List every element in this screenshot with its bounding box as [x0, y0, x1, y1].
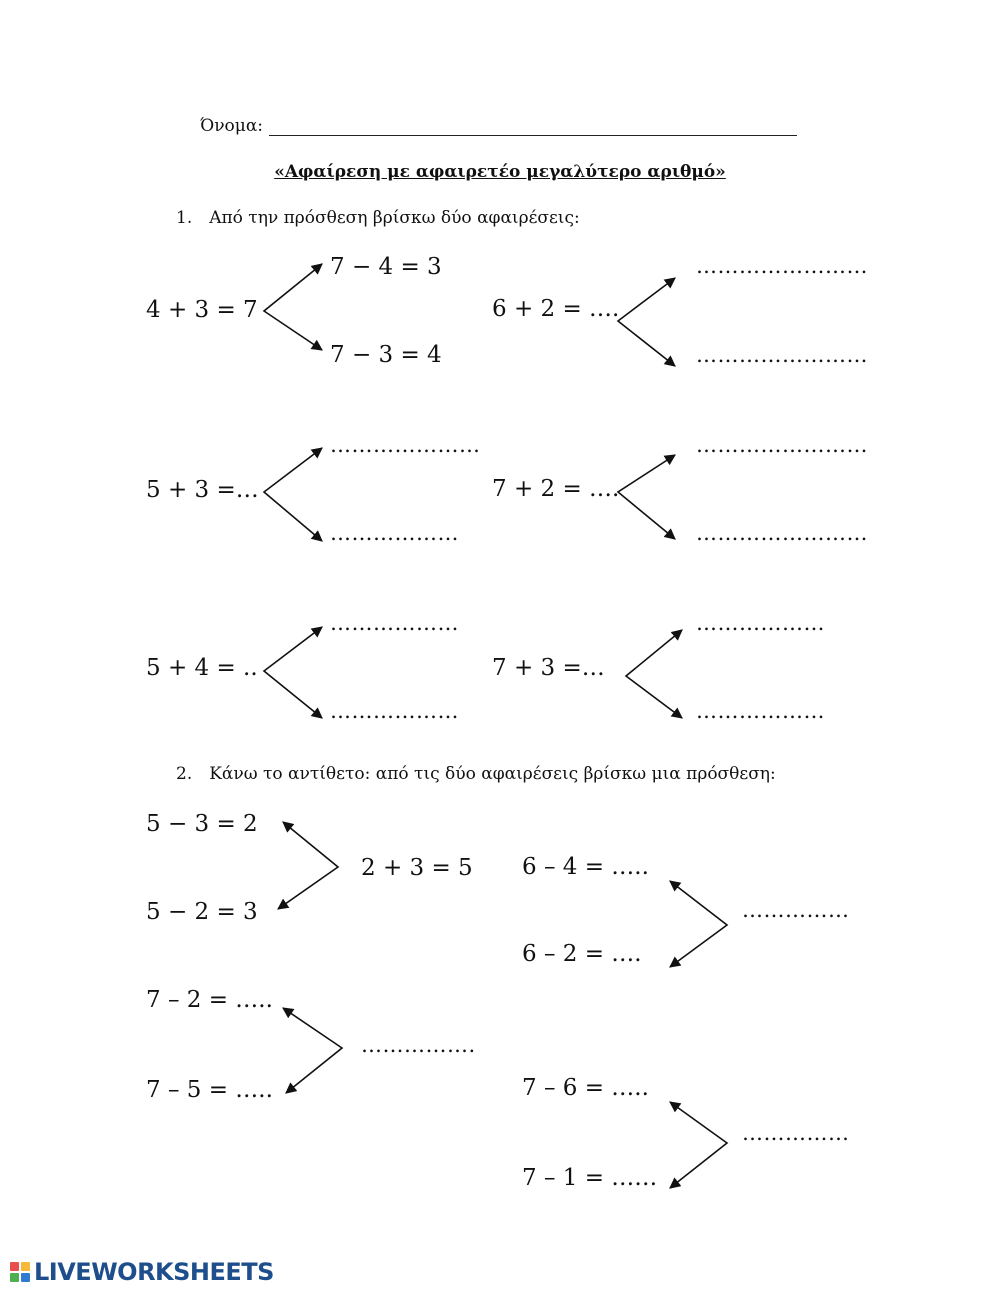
answer-blank-result[interactable]: ……………	[742, 898, 850, 922]
answer-blank-top[interactable]: ……………………	[696, 254, 868, 278]
footer-logo[interactable]	[10, 1258, 274, 1286]
join-arrow	[670, 881, 727, 967]
addition-equation: 4 + 3 = 7	[146, 297, 258, 323]
worksheet-title: «Αφαίρεση με αφαιρετέο μεγαλύτερο αριθμό»	[274, 162, 726, 182]
answer-blank-top[interactable]: ………………	[696, 611, 825, 635]
answer-blank-bottom[interactable]: ………………	[330, 521, 459, 545]
logo-square-4	[21, 1273, 30, 1282]
join-arrow	[278, 822, 338, 909]
fork-arrow	[264, 448, 322, 541]
answer-blank-top[interactable]: ………………	[330, 611, 459, 635]
fork-arrow	[618, 278, 675, 366]
answer-blank-bottom[interactable]: ……………………	[696, 521, 868, 545]
addition-equation: 6 + 2 = ….	[492, 296, 620, 322]
answer-blank-result[interactable]: ……………	[742, 1121, 850, 1145]
join-arrow	[283, 1008, 342, 1093]
answer-blank-top[interactable]: ……………………	[696, 433, 868, 457]
answer-blank-top[interactable]: …………………	[330, 433, 481, 457]
brand-name: LIVEWORKSHEETS	[34, 1258, 274, 1286]
fork-arrow	[626, 630, 682, 718]
logo-square-2	[21, 1262, 30, 1271]
fork-arrow	[264, 627, 322, 718]
subtraction-bottom: 7 – 1 = ……	[522, 1165, 658, 1191]
subtraction-top: 7 – 6 = …..	[522, 1075, 649, 1101]
addition-equation: 7 + 2 = ….	[492, 476, 620, 502]
section2-instruction: 2. Κάνω το αντίθετο: από τις δύο αφαιρέσεις βρίσκω μια πρόσθεση:	[176, 764, 776, 784]
fork-arrow	[264, 264, 322, 350]
name-label: Όνομα:	[200, 116, 264, 136]
subtraction-top: 5 − 3 = 2	[146, 811, 258, 837]
answer-blank-bottom[interactable]: ……………………	[696, 343, 868, 367]
answer-blank-bottom[interactable]: ………………	[696, 699, 825, 723]
subtraction-top: 7 − 4 = 3	[330, 254, 442, 280]
addition-equation: 5 + 4 = ..	[146, 655, 258, 681]
answer-blank-bottom[interactable]: ………………	[330, 699, 459, 723]
subtraction-bottom: 5 − 2 = 3	[146, 899, 258, 925]
fork-arrow	[618, 455, 675, 539]
join-arrow	[670, 1102, 727, 1188]
subtraction-top: 7 – 2 = …..	[146, 987, 273, 1013]
logo-square-3	[10, 1273, 19, 1282]
addition-equation: 7 + 3 =…	[492, 655, 605, 681]
subtraction-bottom: 7 – 5 = …..	[146, 1077, 273, 1103]
subtraction-bottom: 7 − 3 = 4	[330, 342, 442, 368]
addition-equation: 5 + 3 =…	[146, 477, 259, 503]
subtraction-top: 6 – 4 = …..	[522, 854, 649, 880]
logo-square-1	[10, 1262, 19, 1271]
addition-result: 2 + 3 = 5	[361, 855, 473, 881]
answer-blank-result[interactable]: …………….	[361, 1033, 476, 1057]
section1-instruction: 1. Από την πρόσθεση βρίσκω δύο αφαιρέσεις:	[176, 208, 580, 228]
subtraction-bottom: 6 – 2 = ….	[522, 941, 642, 967]
liveworksheets-logo-icon	[10, 1262, 30, 1282]
